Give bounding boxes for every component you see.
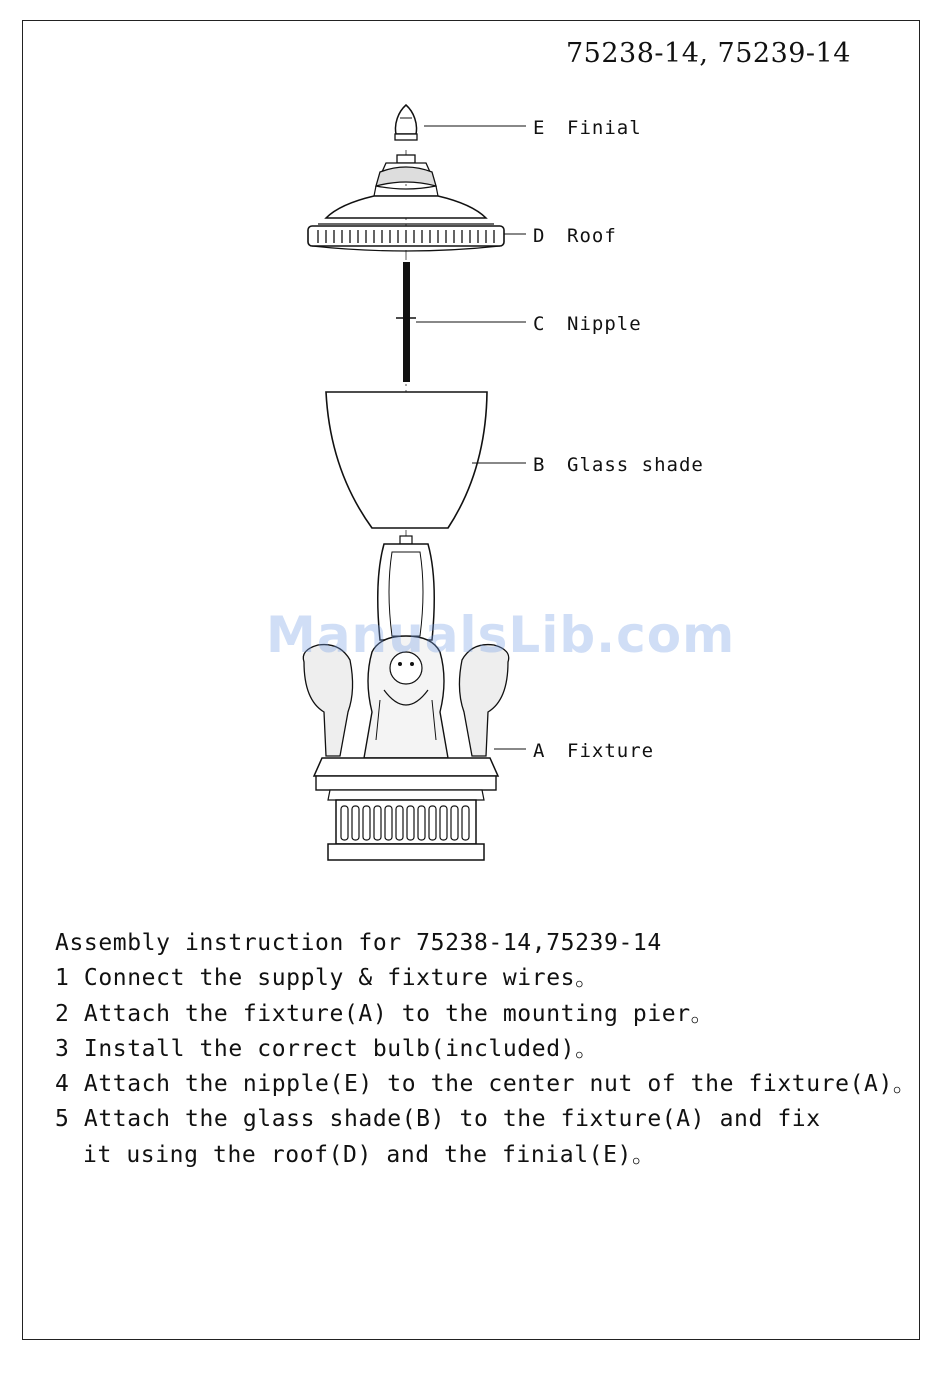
part-name: Roof (567, 225, 617, 247)
assembly-instructions (55, 926, 917, 1173)
part-name: Finial (567, 117, 642, 139)
part-name: Fixture (567, 740, 655, 762)
instruction-step-continuation: it using the roof(D) and the finial(E)。 (83, 1141, 656, 1168)
part-label-roof (533, 225, 617, 247)
part-label-finial (533, 117, 642, 139)
glass-shade-drawing (326, 392, 487, 528)
instruction-step: 2 Attach the fixture(A) to the mounting pier。 (55, 1000, 715, 1027)
watermark-text: ManualsLib.com (266, 606, 736, 664)
model-numbers-header: 75238-14, 75239-14 (566, 38, 851, 69)
nipple-drawing (396, 262, 416, 382)
part-name: Nipple (567, 313, 642, 335)
part-letter: A (533, 740, 546, 762)
instruction-step: 4 Attach the nipple(E) to the center nut of the fixture(A)。 (55, 1071, 917, 1098)
part-label-glass-shade (533, 454, 704, 476)
instruction-step: 3 Install the correct bulb(included)。 (55, 1035, 599, 1062)
part-letter: B (533, 454, 546, 476)
part-label-fixture (533, 740, 654, 762)
part-label-nipple (533, 313, 642, 335)
part-name: Glass shade (567, 454, 704, 476)
instructions-title: Assembly instruction for 75238-14,75239-14 (55, 930, 662, 956)
instruction-step: 1 Connect the supply & fixture wires。 (55, 965, 599, 992)
roof-drawing (308, 155, 504, 251)
part-letter: D (533, 225, 546, 247)
fixture-drawing (303, 536, 508, 860)
part-letter: E (533, 117, 546, 139)
instruction-step: 5 Attach the glass shade(B) to the fixture(A) and fix (55, 1106, 821, 1133)
part-letter: C (533, 313, 546, 335)
finial-drawing (395, 105, 417, 140)
